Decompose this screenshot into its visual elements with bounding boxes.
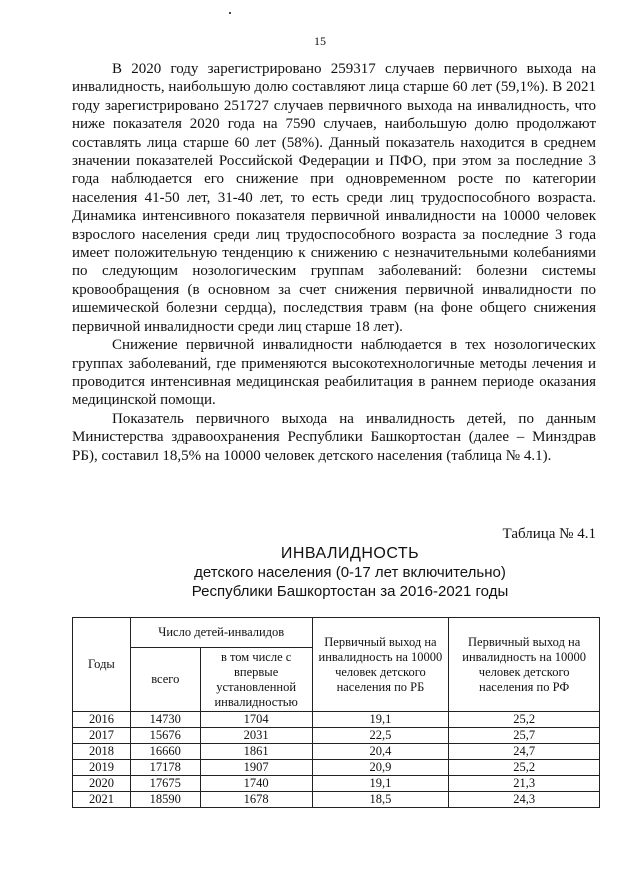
- cell-year: 2016: [73, 712, 131, 728]
- cell-total: 17178: [130, 760, 200, 776]
- cell-rate-rb: 20,4: [312, 744, 449, 760]
- cell-rate-rf: 25,2: [449, 712, 600, 728]
- cell-year: 2019: [73, 760, 131, 776]
- paragraph-1: В 2020 году зарегистрировано 259317 случаев первичного выхода на инвалидность, наибольшую долю составляют лица старше 60 лет (59,1%). В 2021 году зарегистрировано 251727 случаев первичного выхода на инвалидность, что ниже показателя 2020 года на 7590 случаев, наибольшую долю продолжают составлять лица старше 60 лет (58%). Данный показатель находится в среднем значении показателей Российской Федерации и ПФО, при этом за последние 3 года наблюдается его снижение при одновременном росте по категории населения 41-50 лет, 31-40 лет, то есть среди лиц трудоспособного возраста. Динамика интенсивного показателя первичной инвалидности на 10000 человек взрослого населения среди лиц трудоспособного возраста за последние 3 года имеет положительную тенденцию к снижению с незначительными колебаниями по следующим нозологическим группам заболеваний: болезни системы кровообращения (в основном за счет снижения первичной инвалидности по ишемической болезни сердца), последствия травм (на фоне общего снижения первичной инвалидности среди лиц старше 18 лет).: [72, 61, 596, 335]
- cell-rate-rf: 21,3: [449, 776, 600, 792]
- cell-rate-rf: 24,7: [449, 744, 600, 760]
- cell-first-time: 1907: [200, 760, 312, 776]
- cell-year: 2021: [73, 792, 131, 808]
- page-number: 15: [314, 34, 326, 48]
- header-years: Годы: [73, 618, 131, 712]
- table-row: [73, 728, 600, 744]
- cell-rate-rb: 18,5: [312, 792, 449, 808]
- table-row: [73, 760, 600, 776]
- table-title-line2: детского населения (0-17 лет включительно): [194, 564, 506, 581]
- cell-total: 16660: [130, 744, 200, 760]
- cell-total: 15676: [130, 728, 200, 744]
- header-total: всего: [130, 648, 200, 712]
- table-title-line3: Республики Башкортостан за 2016-2021 годы: [191, 583, 509, 600]
- paragraph-2: Снижение первичной инвалидности наблюдается в тех нозологических группах заболеваний, где применяются высокотехнологичные методы лечения и проводится интенсивная медицинская реабилитация в раннем периоде оказания медицинской помощи.: [72, 337, 596, 409]
- cell-total: 18590: [130, 792, 200, 808]
- cell-rate-rb: 20,9: [312, 760, 449, 776]
- cell-year: 2020: [73, 776, 131, 792]
- header-rate-rb: Первичный выход на инвалидность на 10000 человек детского населения по РБ: [312, 618, 449, 712]
- table-row: [73, 712, 600, 728]
- header-children-group: Число детей-инвалидов: [130, 618, 312, 648]
- cell-total: 14730: [130, 712, 200, 728]
- cell-first-time: 1704: [200, 712, 312, 728]
- table-title: [0, 544, 640, 601]
- cell-first-time: 2031: [200, 728, 312, 744]
- cell-rate-rb: 19,1: [312, 776, 449, 792]
- header-first-time: в том числе с впервые установленной инвалидностью: [200, 648, 312, 712]
- cell-first-time: 1861: [200, 744, 312, 760]
- cell-first-time: 1678: [200, 792, 312, 808]
- cell-rate-rf: 24,3: [449, 792, 600, 808]
- cell-rate-rb: 19,1: [312, 712, 449, 728]
- header-rate-rf: Первичный выход на инвалидность на 10000 человек детского населения по РФ: [449, 618, 600, 712]
- scan-speck: [229, 12, 231, 14]
- paragraph-3: Показатель первичного выхода на инвалидность детей, по данным Министерства здравоохранения Республики Башкортостан (далее – Минздрав РБ), составил 18,5% на 10000 человек детского населения (таблица № 4.1).: [72, 410, 596, 464]
- cell-rate-rf: 25,7: [449, 728, 600, 744]
- cell-rate-rb: 22,5: [312, 728, 449, 744]
- cell-year: 2017: [73, 728, 131, 744]
- cell-first-time: 1740: [200, 776, 312, 792]
- body-text: [72, 60, 596, 465]
- cell-rate-rf: 25,2: [449, 760, 600, 776]
- table-row: [73, 792, 600, 808]
- disability-table: [72, 617, 600, 808]
- cell-year: 2018: [73, 744, 131, 760]
- table-row: [73, 776, 600, 792]
- cell-total: 17675: [130, 776, 200, 792]
- table-caption: Таблица № 4.1: [502, 526, 596, 542]
- table-row: [73, 744, 600, 760]
- table-title-main: ИНВАЛИДНОСТЬ: [280, 545, 420, 562]
